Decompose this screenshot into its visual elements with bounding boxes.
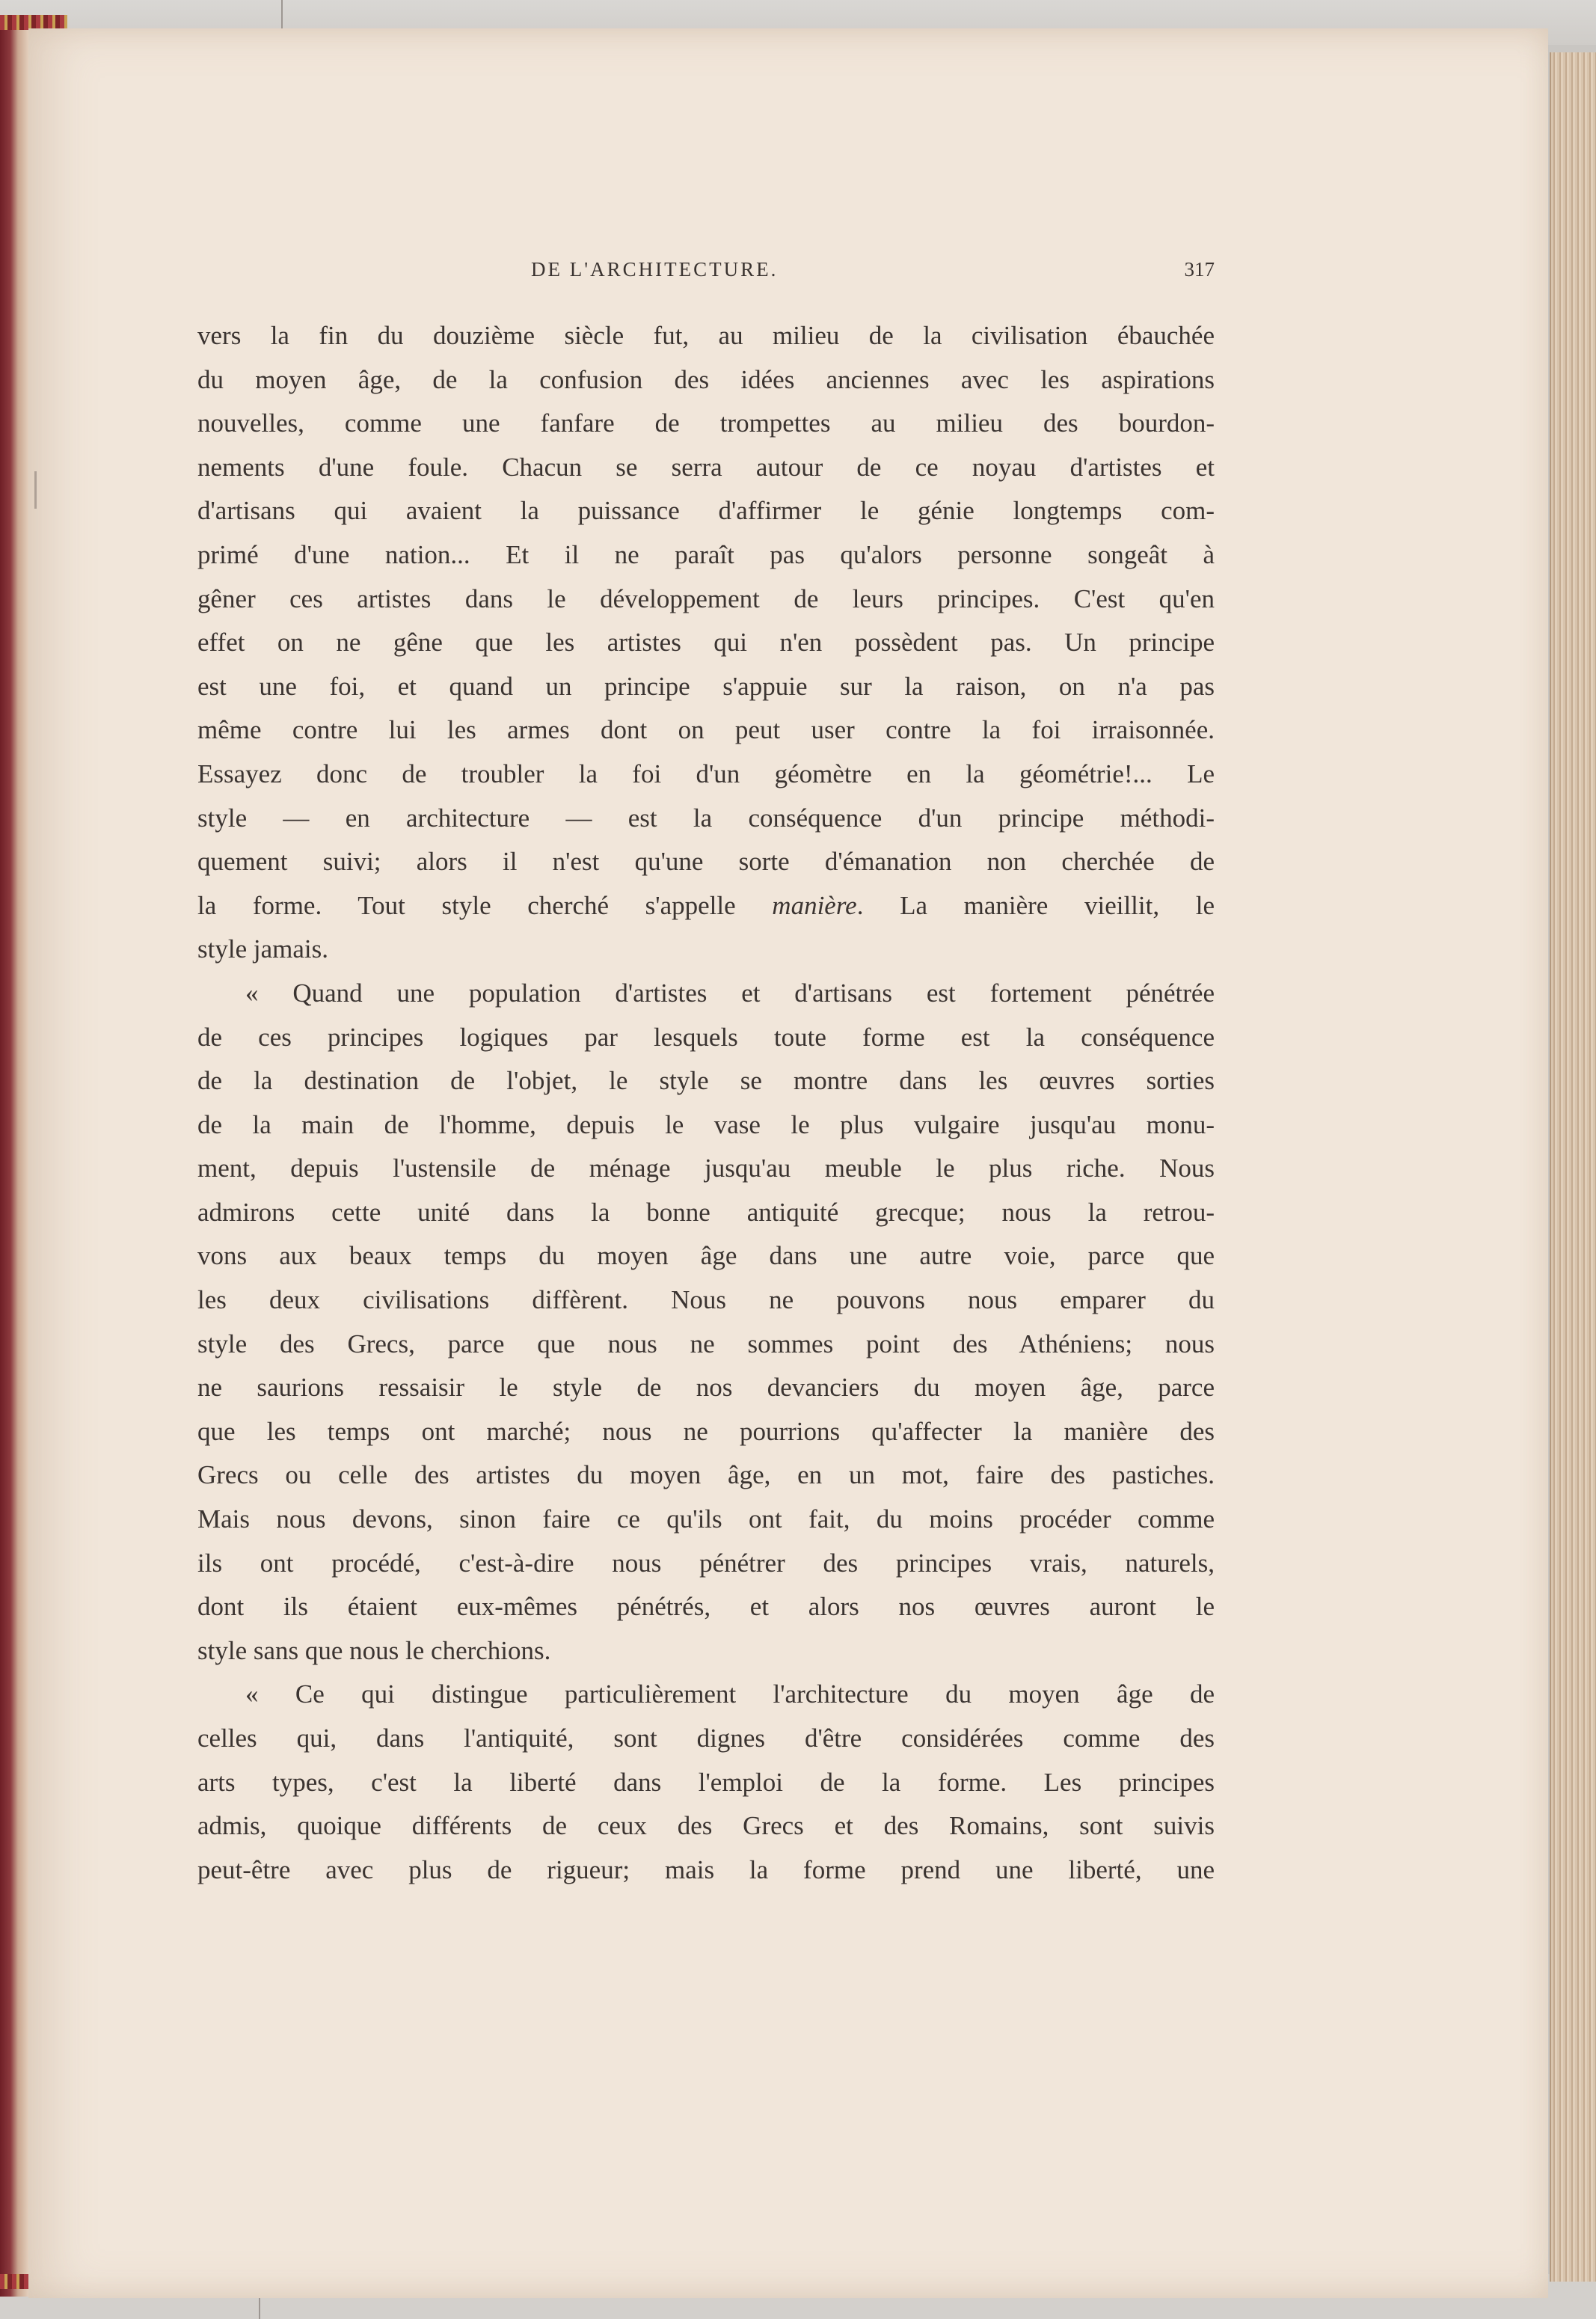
text-line [197,358,1215,402]
text-line-content: nements d'une foule. Chacun se serra autour de ce noyau d'artistes et [197,452,1215,482]
text-line [197,1848,1215,1893]
text-line-content: ment, depuis l'ustensile de ménage jusqu'au meuble le plus riche. Nous [197,1154,1215,1183]
text-line-content: gêner ces artistes dans le développement de leurs principes. C'est qu'en [197,583,1215,613]
text-line-content: que les temps ont marché; nous ne pourrions qu'affecter la manière des [197,1416,1215,1446]
text-line-content: vons aux beaux temps du moyen âge dans une autre voie, parce que [197,1241,1215,1271]
text-line [197,1366,1215,1410]
text-line-content: nouvelles, comme une fanfare de trompettes au milieu des bourdon- [197,408,1215,438]
text-line [197,753,1215,797]
text-line [197,972,1215,1016]
text-line [197,1498,1215,1542]
text-line [197,489,1215,533]
text-line [197,402,1215,446]
text-line-content: style sans que nous le cherchions. [197,1635,551,1665]
italic-term: manière [772,890,857,920]
text-line [197,1410,1215,1454]
text-line [197,314,1215,358]
text-line [197,1673,1215,1717]
text-line-content: quement suivi; alors il n'est qu'une sorte d'émanation non cherchée de [197,847,1215,877]
page-number: 317 [1184,258,1215,281]
text-line-content: peut-être avec plus de rigueur; mais la forme prend une liberté, une [197,1854,1215,1884]
text-line-content: admis, quoique différents de ceux des Grecs et des Romains, sont suivis [197,1811,1215,1841]
text-line-content: de la destination de l'objet, le style se montre dans les œuvres sorties [197,1066,1215,1096]
text-line [197,884,1215,928]
text-line-content: Mais nous devons, sinon faire ce qu'ils ont fait, du moins procéder comme [197,1504,1215,1534]
text-line-content: de la main de l'homme, depuis le vase le plus vulgaire jusqu'au monu- [197,1109,1215,1139]
text-line-content: primé d'une nation... Et il ne paraît pas qu'alors personne songeât à [197,539,1215,569]
text-line-content: style jamais. [197,934,328,964]
text-line [197,1717,1215,1761]
text-line [197,928,1215,972]
text-line [197,446,1215,490]
text-line [197,1016,1215,1060]
text-line [197,1191,1215,1235]
text-line-content: arts types, c'est la liberté dans l'emploi de la forme. Les principes [197,1767,1215,1797]
text-line-content: la forme. Tout style cherché s'appelle [197,890,736,920]
text-line [197,533,1215,578]
text-line [197,665,1215,709]
text-line [197,1323,1215,1367]
body-text [197,314,1215,1892]
text-line [197,1278,1215,1323]
text-line-content: admirons cette unité dans la bonne antiquité grecque; nous la retrou- [197,1197,1215,1227]
margin-pencil-mark [34,471,37,509]
text-line [197,1147,1215,1191]
text-line [197,1761,1215,1805]
text-line-content: de ces principes logiques par lesquels toute forme est la conséquence [197,1022,1215,1052]
page-block-edges [1550,52,1596,2282]
text-line-content: Grecs ou celle des artistes du moyen âge, en un mot, faire des pastiches. [197,1460,1215,1490]
text-line-content: « Quand une population d'artistes et d'artisans est fortement pénétrée [245,978,1215,1008]
text-line-content: ne saurions ressaisir le style de nos devanciers du moyen âge, parce [197,1373,1215,1403]
text-line [197,621,1215,665]
running-head-title: DE L'ARCHITECTURE. [531,258,779,281]
text-line-content: style — en architecture — est la conséquence d'un principe méthodi- [197,803,1215,833]
text-line-content: d'artisans qui avaient la puissance d'affirmer le génie longtemps com- [197,496,1215,526]
text-line-content: dont ils étaient eux-mêmes pénétrés, et alors nos œuvres auront le [197,1592,1215,1622]
text-line [197,708,1215,753]
text-line-continuation: . La manière vieillit, le [856,890,1215,920]
text-line-content: « Ce qui distingue particulièrement l'architecture du moyen âge de [245,1679,1215,1709]
running-head [197,258,1215,288]
text-line [197,1103,1215,1148]
text-line [197,840,1215,884]
binding-headband [0,15,67,30]
text-line [197,578,1215,622]
text-line-content: ils ont procédé, c'est-à-dire nous pénétrer des principes vrais, naturels, [197,1548,1215,1578]
text-line [197,1585,1215,1629]
text-line-content: les deux civilisations diffèrent. Nous ne pouvons nous emparer du [197,1285,1215,1315]
text-line-content: est une foi, et quand un principe s'appuie sur la raison, on n'a pas [197,671,1215,701]
text-line [197,1804,1215,1848]
text-line [197,1542,1215,1586]
text-line-content: vers la fin du douzième siècle fut, au milieu de la civilisation ébauchée [197,321,1215,350]
text-line [197,797,1215,841]
text-line-content: même contre lui les armes dont on peut user contre la foi irraisonnée. [197,715,1215,745]
text-line [197,1234,1215,1278]
text-line-content: celles qui, dans l'antiquité, sont dignes d'être considérées comme des [197,1724,1215,1753]
text-line [197,1629,1215,1673]
text-line-content: Essayez donc de troubler la foi d'un géomètre en la géométrie!... Le [197,759,1215,788]
text-line [197,1453,1215,1498]
text-line-content: du moyen âge, de la confusion des idées anciennes avec les aspirations [197,364,1215,394]
text-line-content: style des Grecs, parce que nous ne sommes point des Athéniens; nous [197,1329,1215,1358]
text-line [197,1059,1215,1103]
text-line-content: effet on ne gêne que les artistes qui n'en possèdent pas. Un principe [197,628,1215,658]
